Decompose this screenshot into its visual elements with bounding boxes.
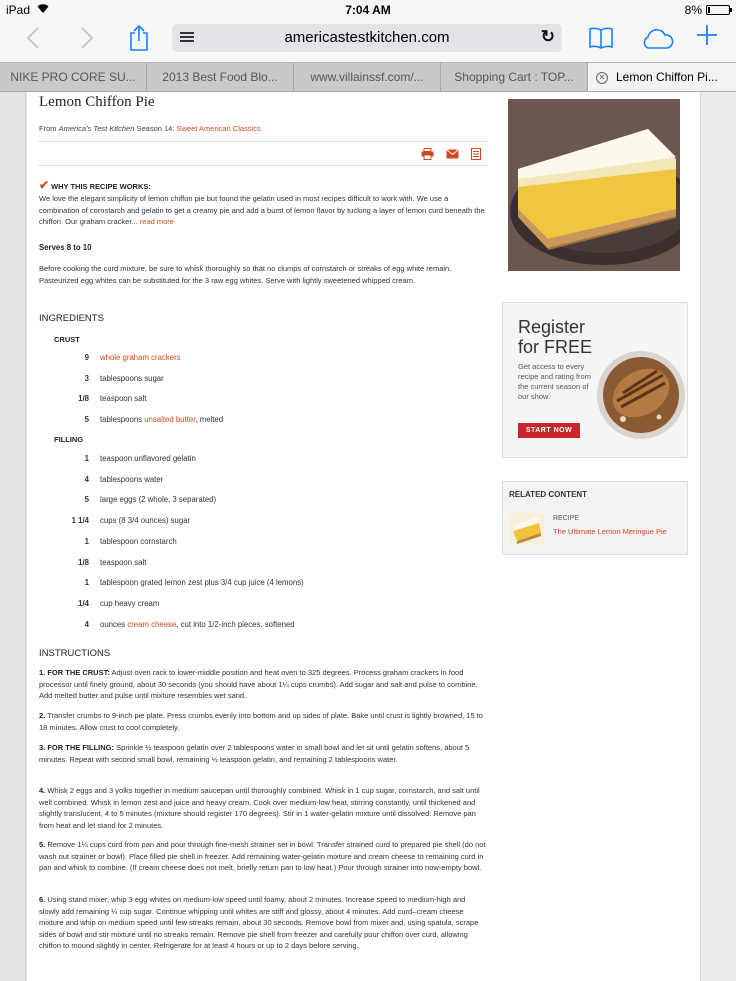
icloud-tabs-icon[interactable] bbox=[640, 28, 674, 57]
ingredient-text: ounces bbox=[100, 620, 128, 629]
roast-photo bbox=[593, 331, 685, 443]
tab-villainssf[interactable]: www.villainssf.com/... bbox=[294, 63, 441, 91]
page-title: Lemon Chiffon Pie bbox=[39, 94, 155, 110]
ingredient-qty: 9 bbox=[84, 353, 89, 362]
share-icon[interactable] bbox=[128, 24, 150, 59]
ingredient-text: tablespoons water bbox=[100, 475, 164, 484]
ingredient-qty: 1 bbox=[84, 578, 89, 587]
instruction-step bbox=[39, 839, 487, 874]
ad-title-line1: Register bbox=[518, 317, 586, 337]
carrier-label: iPad bbox=[6, 3, 31, 17]
start-now-button[interactable]: START NOW bbox=[518, 423, 580, 438]
ingredient-text: teaspoon salt bbox=[100, 558, 147, 567]
related-label: RECIPE bbox=[553, 515, 580, 522]
bookmarks-icon[interactable] bbox=[588, 26, 614, 57]
ingredient-text: tablespoon cornstarch bbox=[100, 537, 177, 546]
recipe-source bbox=[39, 124, 261, 133]
url-text: americastestkitchen.com bbox=[284, 29, 450, 46]
ingredient-qty: 1 bbox=[84, 454, 89, 463]
step-text: Adjust oven rack to lower-middle position and heat oven to 325 degrees. Process graham crackers in food processor until finely ground, about 30 seconds (you should have about 1¼ cups crumbs). Add sugar and salt and pulse to combine. Add melted butter and pulse until mixture resembles wet sand. bbox=[39, 668, 478, 701]
ingredients-heading: INGREDIENTS bbox=[39, 313, 104, 324]
why-body bbox=[39, 193, 487, 228]
show-name: America's Test Kitchen bbox=[58, 124, 135, 133]
divider bbox=[39, 165, 487, 166]
email-icon[interactable] bbox=[446, 148, 459, 162]
battery-percent: 8% bbox=[684, 3, 702, 17]
ingredient-qty: 4 bbox=[84, 620, 89, 629]
step-text: Sprinkle ½ teaspoon gelatin over 2 tablespoons water in small bowl and let sit until gelatin softens, about 5 minutes. Repeat with second small bowl, remaining ½ teaspoon gelatin, and remaining 2 tablespoons water. bbox=[39, 743, 470, 764]
status-bar bbox=[0, 0, 736, 20]
step-lead: 2. bbox=[39, 711, 46, 720]
step-lead: 3. FOR THE FILLING: bbox=[39, 743, 114, 752]
recipe-note: Before cooking the curd mixture, be sure to whisk thoroughly so that no clumps of cornstarch or streaks of egg white remain. Pasteurized egg whites can be substituted for the 3 raw egg whites. Serve with lightly sweetened whipped cream. bbox=[39, 264, 452, 285]
ingredient-text: , cut into 1/2-inch pieces, softened bbox=[176, 620, 295, 629]
close-tab-icon[interactable]: ✕ bbox=[596, 72, 608, 84]
recipe-content bbox=[27, 92, 497, 981]
register-ad[interactable] bbox=[502, 302, 688, 458]
instruction-step bbox=[39, 742, 487, 765]
related-thumbnail[interactable] bbox=[509, 513, 544, 545]
active-tab-label: Lemon Chiffon Pi... bbox=[616, 70, 718, 84]
battery-icon bbox=[706, 5, 730, 15]
related-heading: RELATED CONTENT bbox=[509, 490, 588, 499]
print-icon[interactable] bbox=[421, 148, 434, 163]
serves: Serves 8 to 10 bbox=[39, 243, 92, 252]
season: Season 14: bbox=[136, 124, 175, 133]
step-lead: 1. FOR THE CRUST: bbox=[39, 668, 110, 677]
instruction-step bbox=[39, 894, 487, 952]
ingredient-text: tablespoons bbox=[100, 415, 145, 424]
ingredient-link[interactable]: cream cheese bbox=[127, 620, 177, 629]
ingredient-text: , melted bbox=[195, 415, 224, 424]
reload-icon[interactable]: ↻ bbox=[540, 27, 555, 46]
ad-subtitle: Get access to every recipe and rating from the current season of our show. bbox=[518, 362, 591, 401]
tab-lemon-chiffon[interactable] bbox=[588, 63, 736, 91]
instructions-heading: INSTRUCTIONS bbox=[39, 648, 111, 659]
instruction-step bbox=[39, 667, 487, 702]
step-lead: 5. bbox=[39, 840, 46, 849]
ingredient-qty: 1 1/4 bbox=[71, 516, 89, 525]
divider bbox=[39, 141, 487, 142]
ingredient-qty: 3 bbox=[84, 374, 89, 383]
browser-toolbar bbox=[0, 20, 736, 62]
step-text: Using stand mixer, whip 3 egg whites on medium-low speed until foamy, about 2 minutes. Increase speed to medium-high and slowly add remaining ¼ cup sugar. Continue whipping until whites are stiff and glossy, about 4 minutes. Add curd–cream cheese mixture and whip on medium speed until few streaks remain, about 30 seconds. Remove bowl from mixer and, using spatula, scrape sides of bowl and stir mixture until no streaks remain. Remove pie shell from freezer and carefully pour chiffon over curd, allowing chiffon to mound slightly in center. Refrigerate for at least 4 hours or up to 2 days before serving. bbox=[39, 895, 479, 951]
ingredient-text: cups (8 3/4 ounces) sugar bbox=[100, 516, 191, 525]
ad-title-line2: for FREE bbox=[518, 337, 593, 357]
ingredient-qty: 1/4 bbox=[78, 599, 89, 608]
ingredient-text: teaspoon unflavored gelatin bbox=[100, 454, 196, 463]
ingredient-text: teaspoon salt bbox=[100, 394, 147, 403]
related-link[interactable]: The Ultimate Lemon Meringue Pie bbox=[553, 527, 667, 536]
why-heading: WHY THIS RECIPE WORKS: bbox=[51, 182, 151, 191]
checkmark-icon: ✔ bbox=[39, 178, 50, 192]
why-text: We love the elegant simplicity of lemon chiffon pie but found the gelatin used in most recipes difficult to work with. We use a combination of cornstarch and gelatin to get a creamy pie and add a burst of lemon flavor by tucking a layer of lemon curd beneath the chiffon. Our graham cracker... bbox=[39, 194, 485, 226]
pie-photo bbox=[508, 99, 680, 271]
new-tab-icon[interactable] bbox=[696, 24, 718, 53]
related-content bbox=[502, 481, 688, 555]
ingredient-text: tablespoon grated lemon zest plus 3/4 cup juice (4 lemons) bbox=[100, 578, 304, 587]
save-icon[interactable] bbox=[471, 148, 481, 163]
ingredient-text: cup heavy cream bbox=[100, 599, 160, 608]
step-text: Whisk 2 eggs and 3 yolks together in medium saucepan until thoroughly combined. Whisk in 1 cup sugar, cornstarch, and salt until well combined. Whisk in lemon zest and juice and heavy cream. Cook over medium-low heat, stirring constantly, until thickened and slightly translucent, 4 to 5 minutes (mixture should register 170 degrees). Stir in 1 water-gelatin mixture until dissolved. Remove pan from heat and let stand for 2 minutes. bbox=[39, 786, 480, 830]
forward-icon[interactable] bbox=[80, 26, 94, 57]
ingredient-text: tablespoons sugar bbox=[100, 374, 164, 383]
page-left-margin bbox=[0, 92, 26, 981]
ingredient-text: large eggs (2 whole, 3 separated) bbox=[100, 495, 217, 504]
page-right-margin bbox=[700, 92, 736, 981]
web-page bbox=[0, 92, 736, 981]
address-bar[interactable] bbox=[172, 24, 562, 52]
step-text: Transfer crumbs to 9-inch pie plate. Press crumbs evenly into bottom and up sides of plate. Bake until crust is lightly browned, 15 to 18 minutes. Allow crust to cool completely. bbox=[39, 711, 483, 732]
instruction-step bbox=[39, 785, 487, 831]
crust-heading: CRUST bbox=[54, 335, 80, 344]
ingredient-link[interactable]: unsalted butter bbox=[144, 415, 196, 424]
ingredient-link[interactable]: whole graham crackers bbox=[100, 353, 181, 362]
instruction-step bbox=[39, 710, 487, 733]
ingredient-qty: 1 bbox=[84, 537, 89, 546]
ingredient-qty: 4 bbox=[84, 475, 89, 484]
read-more-link[interactable]: read more bbox=[139, 217, 174, 226]
filling-heading: FILLING bbox=[54, 435, 84, 444]
tab-shopping-cart[interactable]: Shopping Cart : TOP... bbox=[441, 63, 588, 91]
ingredient-qty: 5 bbox=[84, 495, 89, 504]
ad-title bbox=[518, 317, 592, 357]
tab-nike[interactable]: NIKE PRO CORE SU... bbox=[0, 63, 147, 91]
back-icon[interactable] bbox=[26, 26, 40, 57]
from-prefix: From bbox=[39, 124, 57, 133]
clock: 7:04 AM bbox=[345, 3, 391, 17]
step-text: Remove 1¼ cups curd from pan and pour through fine-mesh strainer set in bowl. Transfer strained curd to prepared pie shell (do not wash out strainer or bowl). Place filled pie shell in freezer. Add remaining water-gelatin mixture and cream cheese to remaining curd in pan and whisk to combine. (If cream cheese does not melt, briefly return pan to low heat.) Pour through strainer into now-empty bowl. bbox=[39, 840, 486, 873]
sidebar bbox=[497, 92, 700, 981]
tab-food-blogs[interactable]: 2013 Best Food Blo... bbox=[147, 63, 294, 91]
episode-link[interactable]: Sweet American Classics bbox=[176, 124, 261, 133]
tab-bar bbox=[0, 62, 736, 92]
step-lead: 4. bbox=[39, 786, 46, 795]
ingredient-qty: 1/8 bbox=[78, 394, 89, 403]
step-lead: 6. bbox=[39, 895, 46, 904]
ingredient-qty: 5 bbox=[84, 415, 89, 424]
ingredient-qty: 1/8 bbox=[78, 558, 89, 567]
